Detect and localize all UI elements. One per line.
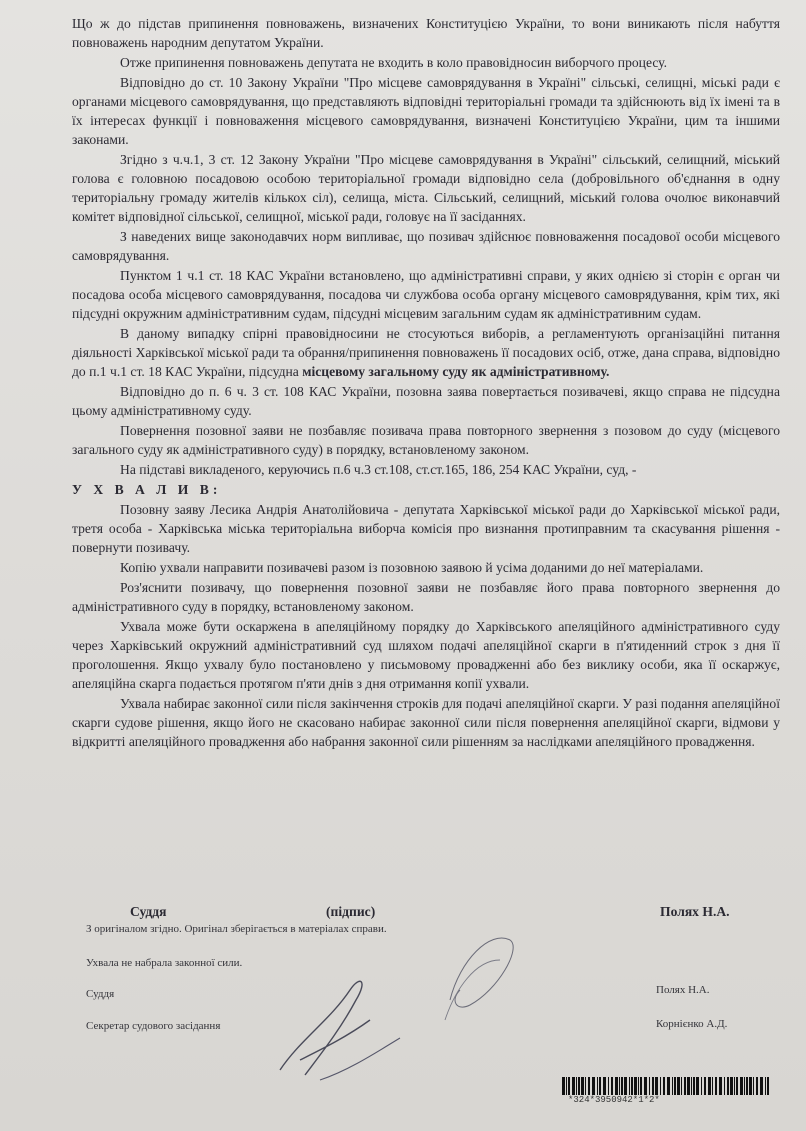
barcode-bar <box>704 1077 706 1095</box>
barcode-bar <box>562 1077 565 1095</box>
barcode-bar <box>638 1077 639 1095</box>
barcode <box>562 1077 772 1095</box>
barcode-bar <box>708 1077 711 1095</box>
barcode-bar <box>634 1077 637 1095</box>
barcode-bar <box>734 1077 735 1095</box>
barcode-bar <box>581 1077 584 1095</box>
paragraph-8: Відповідно до п. 6 ч. 3 ст. 108 КАС України, позовна заява повертається позивачеві, якщо справа не підсудна цьому адміністративному суду. <box>72 384 780 418</box>
secretary-label: Секретар судового засідання <box>86 1020 221 1032</box>
barcode-bar <box>566 1077 567 1095</box>
barcode-bar <box>621 1077 623 1095</box>
barcode-bar <box>603 1077 606 1095</box>
barcode-bar <box>719 1077 722 1095</box>
barcode-bar <box>663 1077 665 1095</box>
barcode-bar <box>649 1077 650 1095</box>
barcode-bar <box>611 1077 613 1095</box>
barcode-bar <box>756 1077 758 1095</box>
judge-name: Полях Н.А. <box>660 904 730 919</box>
barcode-bar <box>568 1077 570 1095</box>
barcode-bar <box>572 1077 575 1095</box>
barcode-bar <box>629 1077 630 1095</box>
barcode-bar <box>746 1077 748 1095</box>
barcode-bar <box>631 1077 633 1095</box>
stamp-judge-name: Полях Н.А. <box>656 984 710 996</box>
barcode-bar <box>744 1077 745 1095</box>
barcode-bar <box>660 1077 661 1095</box>
paragraph-10: На підставі викладеного, керуючись п.6 ч.3 ст.108, ст.ст.165, 186, 254 КАС України, суд, - <box>120 462 637 477</box>
barcode-bar <box>576 1077 577 1095</box>
barcode-bar <box>585 1077 586 1095</box>
barcode-bar <box>736 1077 738 1095</box>
barcode-bar <box>767 1077 769 1095</box>
barcode-bar <box>715 1077 717 1095</box>
barcode-bar <box>624 1077 627 1095</box>
barcode-bar <box>592 1077 595 1095</box>
barcode-bar <box>672 1077 673 1095</box>
barcode-bar <box>608 1077 609 1095</box>
barcode-bar <box>753 1077 754 1095</box>
paragraph-7-text: В даному випадку спірні правовідносини не стосуються виборів, а регламентують організаційні питання діяльності Харківської міської ради та обрання/припинення повноважень її посадових осіб, отже, дана справа, відповідно до п.1 ч.1 ст. 18 КАС України, підсудна <box>72 326 780 379</box>
stamp-judge-label: Суддя <box>86 988 115 1000</box>
secretary-name: Корнієнко А.Д. <box>656 1018 728 1030</box>
barcode-bar <box>652 1077 654 1095</box>
barcode-bar <box>684 1077 686 1095</box>
barcode-bar <box>644 1077 647 1095</box>
barcode-bar <box>615 1077 618 1095</box>
barcode-bar <box>749 1077 752 1095</box>
barcode-number: *324*3950942*1*2* <box>568 1095 660 1105</box>
paragraph-9: Повернення позовної заяви не позбавляє позивача права повторного звернення з позовом до суду (місцевого загального суду як адміністративного суду) в порядку, встановленому законом. <box>72 423 780 457</box>
paragraph-7 <box>72 324 780 381</box>
barcode-bar <box>724 1077 725 1095</box>
ruling-5: Ухвала набирає законної сили після закінчення строків для подачі апеляційної скарги. У разі подання апеляційної скарги судове рішення, якщо його не скасовано набирає законної сили після повернення апеляційної скарги, відмови у відкритті апеляційного провадження або набрання законної сили рішенням за наслідками апеляційного провадження. <box>72 696 780 749</box>
ruling-4: Ухвала може бути оскаржена в апеляційному порядку до Харківського апеляційного адміністративного суду через Харківський окружний адміністративний суд шляхом подачі апеляційної скарги в п'ятиденний строк з дня її проголошення. Якщо ухвалу було постановлено у письмовому провадженні або без виклику особи, яка її оскаржує, апеляційна скарга подається протягом п'яти днів з дня отримання копії ухвали. <box>72 619 780 691</box>
barcode-bar <box>730 1077 733 1095</box>
barcode-bar <box>760 1077 763 1095</box>
paragraph-3: Відповідно до ст. 10 Закону України "Про місцеве самоврядування в Україні" сільські, селищні, міські ради є органами місцевого самоврядування, що представляють відповідні територіальні громади та здійснюють від їх імені та в їх інтересах функції і повноваження місцевого самоврядування, визначені Конституцією України, цим та іншими законами. <box>72 75 780 147</box>
barcode-bar <box>599 1077 601 1095</box>
paragraph-1: Що ж до підстав припинення повноважень, визначених Конституцією України, то вони виникають після набуття повноважень народним депутатом України. <box>72 16 780 50</box>
signed-mark: (підпис) <box>326 904 376 919</box>
barcode-bar <box>640 1077 642 1095</box>
copy-note: З оригіналом згідно. Оригінал зберігається в матеріалах справи. <box>86 923 387 935</box>
paragraph-7-bold: місцевому загальному суду як адміністративному. <box>302 364 610 379</box>
barcode-bar <box>681 1077 682 1095</box>
not-in-force-note: Ухвала не набрала законної сили. <box>86 957 243 969</box>
ruling-heading: У Х В А Л И В: <box>72 482 222 497</box>
handwritten-signature <box>260 920 560 1090</box>
barcode-bar <box>701 1077 702 1095</box>
paragraph-4: Згідно з ч.ч.1, 3 ст. 12 Закону України "Про місцеве самоврядування в Україні" сільський, селищний, міський голова є головною посадовою особою територіальної громади відповідно села (добровільного об'єднання в одну територіальну громаду жителів кількох сіл), селища, міста. Сільський, селищний, міський голова очолює виконавчий комітет відповідної сільської, селищної, міської ради, головує на її засіданнях. <box>72 152 780 224</box>
barcode-bar <box>765 1077 766 1095</box>
barcode-bar <box>655 1077 658 1095</box>
paragraph-6: Пунктом 1 ч.1 ст. 18 КАС України встановлено, що адміністративні справи, у яких однією зі сторін є орган чи посадова особа місцевого самоврядування, посадова чи службова особа органу місцевого самоврядування, крім тих, які підсудні окружним адміністративним судам, підсудні місцевим загальним судам як адміністративним судам. <box>72 268 780 321</box>
judge-label: Суддя <box>130 904 167 919</box>
barcode-bar <box>674 1077 676 1095</box>
barcode-bar <box>691 1077 692 1095</box>
barcode-bar <box>693 1077 695 1095</box>
paragraph-2: Отже припинення повноважень депутата не входить в коло правовідносин виборчого процесу. <box>120 55 668 70</box>
barcode-bar <box>597 1077 598 1095</box>
barcode-bar <box>712 1077 713 1095</box>
barcode-bar <box>677 1077 680 1095</box>
barcode-bar <box>687 1077 690 1095</box>
barcode-bar <box>727 1077 729 1095</box>
ruling-2: Копію ухвали направити позивачеві разом із позовною заявою й усіма доданими до неї матеріалами. <box>120 560 704 575</box>
document-body <box>72 14 780 752</box>
paragraph-5: З наведених вище законодавчих норм випливає, що позивач здійснює повноваження посадової особи місцевого самоврядування. <box>72 229 780 263</box>
barcode-bar <box>588 1077 590 1095</box>
ruling-3: Роз'яснити позивачу, що повернення позовної заяви не позбавляє його права повторного звернення до адміністративного суду в порядку, встановленому законом. <box>72 580 780 614</box>
barcode-bar <box>578 1077 580 1095</box>
barcode-bar <box>740 1077 743 1095</box>
barcode-bar <box>667 1077 670 1095</box>
barcode-bar <box>696 1077 699 1095</box>
ruling-1: Позовну заяву Лесика Андрія Анатолійовича - депутата Харківської міської ради до Харківської міської ради, третя особа - Харківська міська територіальна виборча комісія про визнання протиправним та скасування рішення - повернути позивачу. <box>72 502 780 555</box>
barcode-bar <box>619 1077 620 1095</box>
